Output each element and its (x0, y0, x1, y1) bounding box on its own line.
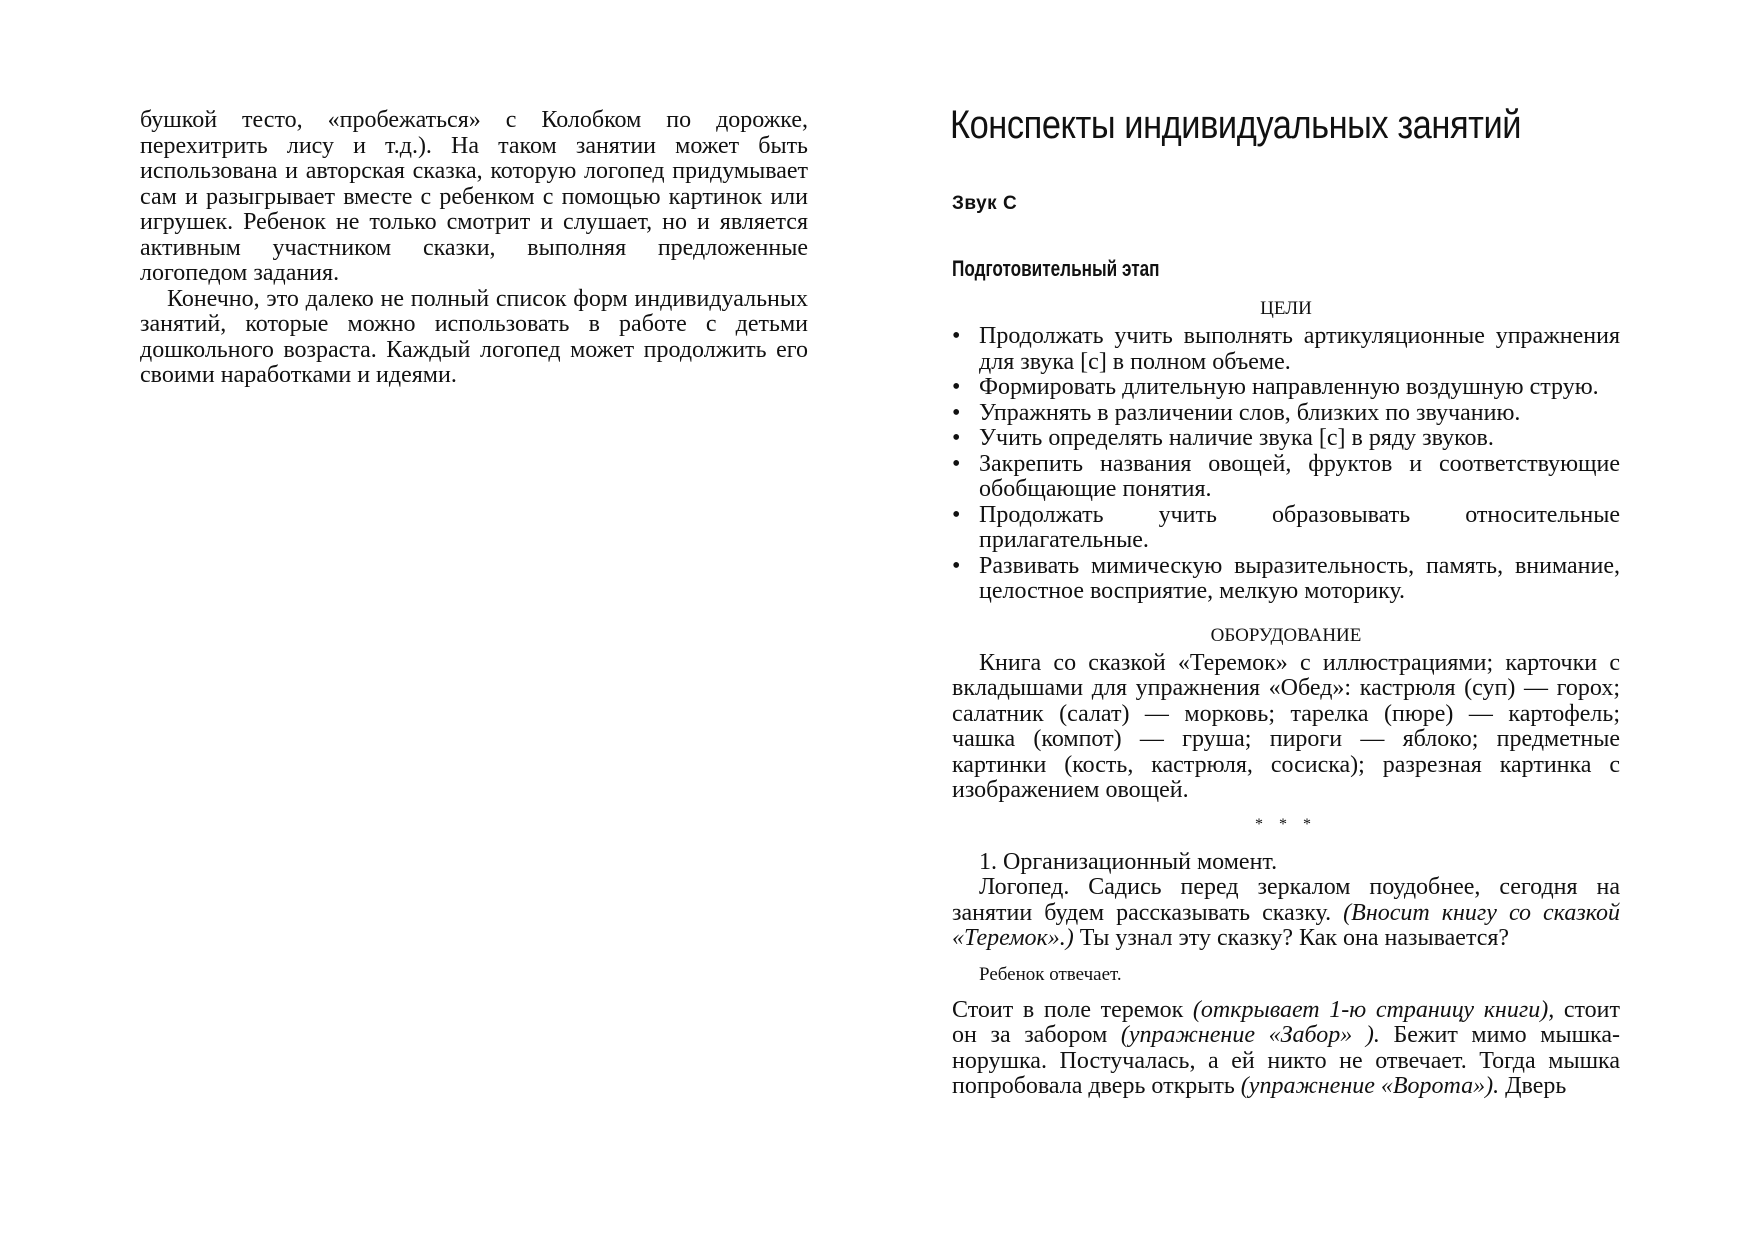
section-divider: * * * (1255, 815, 1317, 833)
goal-item: • Закрепить названия овощей, фруктов и соответствующие обобщающие понятия. (952, 450, 1620, 502)
right-page (877, 0, 1753, 1241)
lesson-section (952, 850, 1620, 952)
org-moment-heading: 1. Организационный момент. (979, 848, 1278, 875)
goal-item: • Развивать мимическую выразительность, память, внимание, целостное восприятие, мелкую моторику. (952, 552, 1620, 604)
goal-item: • Формировать длительную направленную воздушную струю. (952, 374, 1599, 400)
bullet-icon: • (952, 501, 961, 528)
goal-item: • Упражнять в различении слов, близких по звучанию. (952, 399, 1521, 426)
goals-heading: ЦЕЛИ (1260, 298, 1312, 319)
left-page (0, 0, 876, 1241)
bullet-icon: • (952, 450, 961, 477)
right-page-body (952, 298, 1620, 1100)
speech-paragraph: Логопед. Садись перед зеркалом поудобнее, сегодня на занятии будем рассказывать сказку. (Вносит книгу со сказкой «Теремок».) Ты узнал эту сказку? Как она называется? (952, 874, 1620, 951)
stage-direction: Ребенок отвечает. (979, 963, 1122, 985)
bullet-icon: • (952, 552, 961, 579)
bullet-icon: • (952, 374, 961, 400)
left-paragraph-2: Конечно, это далеко не полный список форм индивидуальных занятий, которые можно использовать в работе с детьми дошкольного возраста. Каждый логопед может продолжить его своими наработками и идеями. (140, 285, 808, 388)
equipment-paragraph: Книга со сказкой «Теремок» с иллюстрациями; карточки с вкладышами для упражнения «Обед»: кастрюля (суп) — горох; салатник (салат) — морковь; тарелка (пюре) — картофель; чашка (компот) — груша; пироги — яблоко; предметные картинки (кость, кастрюля, сосиска); разрезная картинка с изображением овощей. (952, 649, 1620, 803)
goals-list (952, 324, 1620, 605)
bullet-icon: • (952, 323, 961, 349)
story-paragraph: Стоит в поле теремок (открывает 1-ю страницу книги), стоит он за забором (упражнение «Забор» ). Бежит мимо мышка-норушка. Постучалась, а ей никто не отвечает. Тогда мышка попробовала дверь открыть (упражнение «Ворота»). Дверь (952, 996, 1621, 1099)
goal-item: • Продолжать учить образовывать относительные прилагательные. (952, 501, 1620, 553)
bullet-icon: • (952, 425, 961, 451)
equipment-heading: ОБОРУДОВАНИЕ (1210, 624, 1362, 646)
bullet-icon: • (952, 399, 961, 426)
goal-item: • Продолжать учить выполнять артикуляционные упражнения для звука [с] в полном объеме. (952, 323, 1620, 375)
goal-item: • Учить определять наличие звука [с] в ряду звуков. (952, 425, 1494, 451)
left-page-text (140, 108, 808, 389)
left-paragraph-1: бушкой тесто, «пробежаться» с Колобком по дорожке, перехитрить лису и т.д.). На таком занятии может быть использована и авторская сказка, которую логопед придумывает сам и разыгрывает вместе с ребенком с помощью картинок или игрушек. Ребенок не только смотрит и слушает, но и является активным участником сказки, выполняя предложенные логопедом задания. (140, 107, 808, 286)
chapter-title: Конспекты индивидуальных занятий (950, 103, 1522, 147)
sound-heading: Звук С (952, 193, 1018, 214)
stage-heading: Подготовительный этап (952, 256, 1160, 281)
